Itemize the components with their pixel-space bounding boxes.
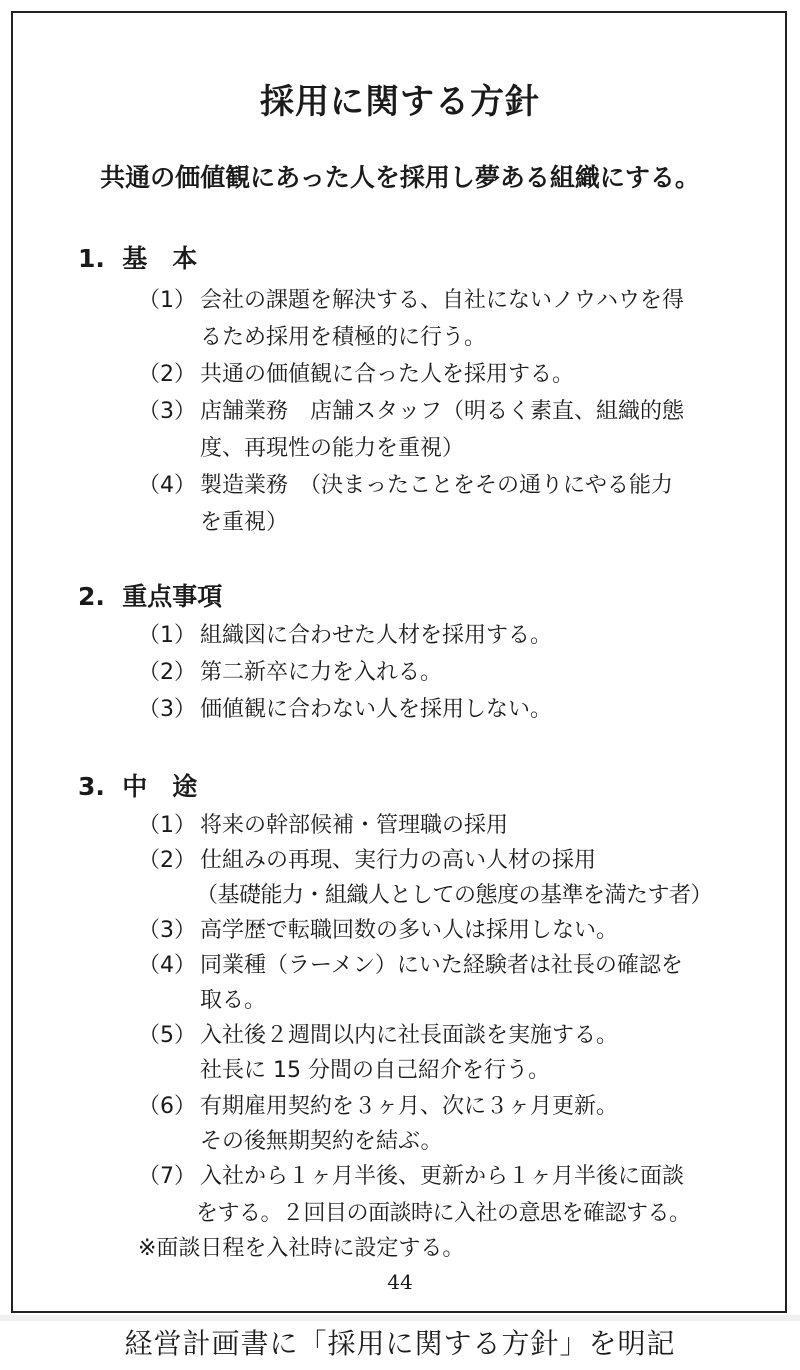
list-item: （5） 入社後２週間以内に社長面談を実施する。: [138, 1023, 619, 1048]
list-item: （4） 製造業務 （決まったことをその通りにやる能力: [138, 473, 674, 498]
list-item: （3） 高学歴で転職回数の多い人は採用しない。: [138, 918, 619, 943]
list-item: （4） 同業種（ラーメン）にいた経験者は社長の確認を: [138, 953, 683, 978]
list-item-continuation: を重視）: [200, 510, 289, 535]
list-item-continuation: るため採用を積極的に行う。: [200, 325, 487, 350]
list-item-continuation: 社長に 15 分間の自己紹介を行う。: [200, 1058, 550, 1083]
list-item: （7） 入社から１ヶ月半後、更新から１ヶ月半後に面談: [138, 1164, 685, 1189]
page-title: 採用に関する方針: [260, 82, 540, 122]
divider: [0, 1315, 800, 1321]
page-subtitle: 共通の価値観にあった人を採用し夢ある組織にする。: [100, 163, 700, 192]
list-item: （2） 仕組みの再現、実行力の高い人材の採用: [138, 848, 597, 873]
list-item: （2） 第二新卒に力を入れる。: [138, 660, 443, 685]
section-heading-midcareer: 3. 中 途: [78, 772, 198, 801]
list-item: （1） 将来の幹部候補・管理職の採用: [138, 813, 509, 838]
list-item: （3） 店舗業務 店舗スタッフ（明るく素直、組織的態: [138, 399, 685, 424]
section-heading-basic: 1. 基 本: [78, 244, 198, 273]
footnote: ※面談日程を入社時に設定する。: [138, 1236, 465, 1261]
list-item-continuation: その後無期契約を結ぶ。: [200, 1129, 443, 1154]
section-heading-priorities: 2. 重点事項: [78, 582, 223, 611]
list-item: （2） 共通の価値観に合った人を採用する。: [138, 362, 575, 387]
list-item-continuation: をする。２回目の面談時に入社の意思を確認する。: [196, 1201, 691, 1226]
list-item: （1） 会社の課題を解決する、自社にないノウハウを得: [138, 288, 685, 313]
list-item-continuation: （基礎能力・組織人としての態度の基準を満たす者）: [196, 883, 713, 908]
list-item: （1） 組織図に合わせた人材を採用する。: [138, 623, 553, 648]
list-item-continuation: 度、再現性の能力を重視）: [200, 436, 465, 461]
image-caption: 経営計画書に「採用に関する方針」を明記: [124, 1327, 676, 1360]
list-item: （6） 有期雇用契約を３ヶ月、次に３ヶ月更新。: [138, 1094, 619, 1119]
list-item: （3） 価値観に合わない人を採用しない。: [138, 697, 553, 722]
page-number: 44: [387, 1270, 413, 1294]
list-item-continuation: 取る。: [200, 988, 267, 1013]
